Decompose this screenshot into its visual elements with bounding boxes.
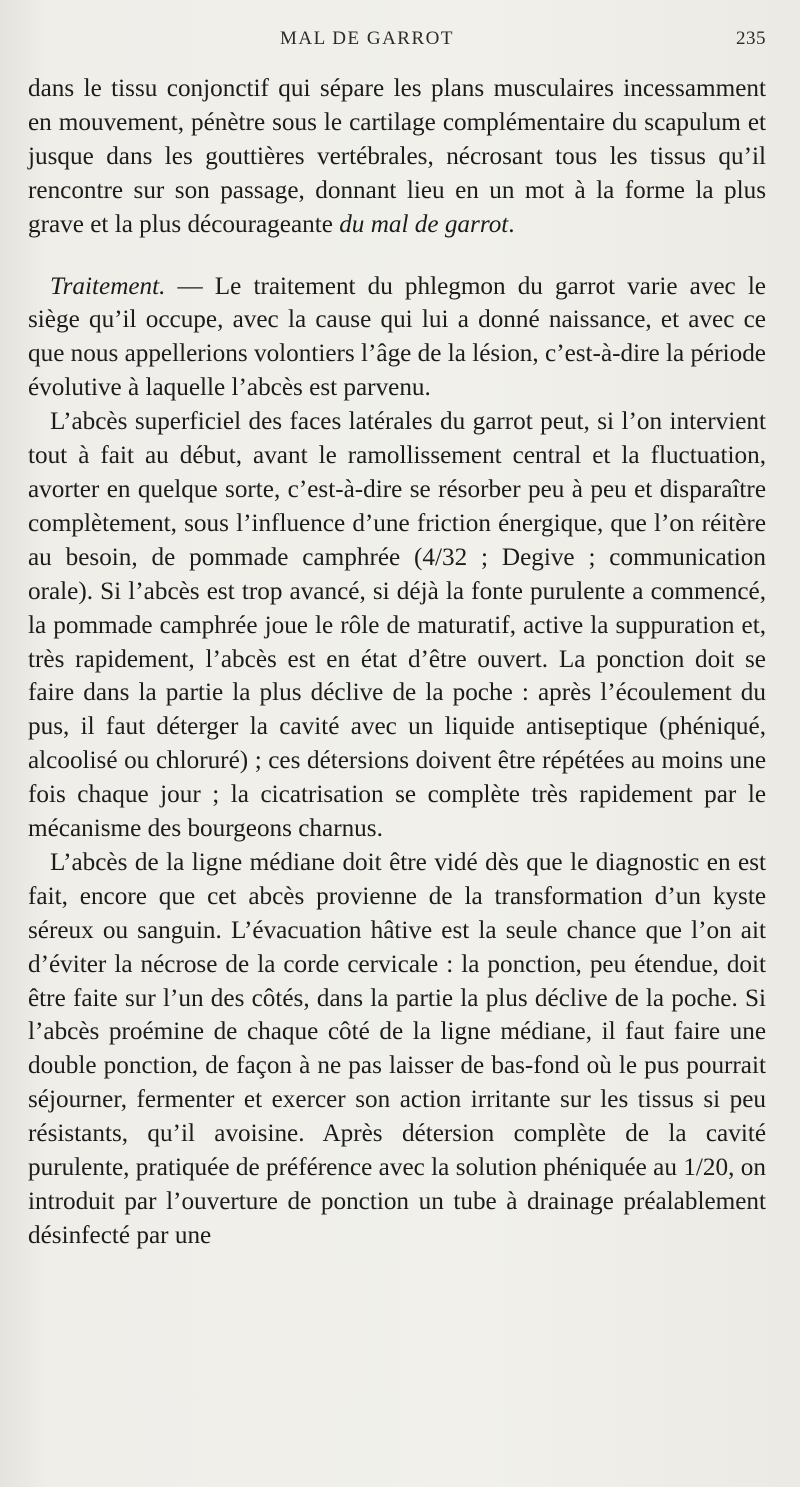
- section-heading-traitement: Traitement.: [50, 272, 166, 300]
- paragraph-2: [28, 270, 766, 406]
- paragraph-4: L’abcès de la ligne médiane doit être vidé dès que le diagnostic en est fait, encore que cet abcès provienne de la transformation d’un kyste séreux ou sanguin. L’évacuation hâtive est la seule chance que l’on ait d’éviter la nécrose de la corde cervicale : la ponction, peu étendue, doit être faite sur l’un des côtés, dans la partie la plus déclive de la poche. Si l’abcès proémine de chaque côté de la ligne médiane, il faut faire une double ponction, de façon à ne pas laisser de bas-fond où le pus pourrait séjourner, fermenter et exercer son action irritante sur les tissus si peu résistants, qu’il avoisine. Après détersion complète de la cavité purulente, pratiquée de préférence avec la solution phéniquée au 1/20, on introduit par l’ouverture de ponction un tube à drainage préalablement désinfecté par une: [28, 848, 766, 1249]
- page-header: [28, 28, 766, 72]
- paragraph-1-text: dans le tissu conjonctif qui sépare les plans musculaires incessamment en mouvement, pénètre sous le cartilage complémentaire du scapulum et jusque dans les gouttières vertébrales, nécrosant tous les tissus qu’il rencontre sur son passage, donnant lieu en un mot à la forme la plus grave et la plus décourageante: [28, 75, 766, 238]
- paragraph-1: [28, 72, 766, 242]
- page-number: 235: [736, 28, 766, 49]
- body-text: [28, 72, 766, 1253]
- paragraph-1-emphasis: du mal de garrot: [339, 210, 509, 238]
- paragraph-1-end: .: [508, 210, 515, 238]
- paragraph-3: L’abcès superficiel des faces latérales du garrot peut, si l’on intervient tout à fait au début, avant le ramollissement central et la fluctuation, avorter en quelque sorte, c’est-à-dire se résorber peu à peu et disparaître complètement, sous l’influence d’une friction énergique, que l’on réitère au besoin, de pommade camphrée (4/32 ; Degive ; communication orale). Si l’abcès est trop avancé, si déjà la fonte purulente a commencé, la pommade camphrée joue le rôle de maturatif, active la suppuration et, très rapidement, l’abcès est en état d’être ouvert. La ponction doit se faire dans la partie la plus déclive de la poche : après l’écoulement du pus, il faut déterger la cavité avec un liquide antiseptique (phéniqué, alcoolisé ou chloruré) ; ces détersions doivent être répétées au moins une fois chaque jour ; la cicatrisation se complète très rapidement par le mécanisme des bourgeons charnus.: [28, 408, 766, 843]
- paragraph-2-text: — Le traitement du phlegmon du garrot varie avec le siège qu’il occupe, avec la cause qui lui a donné naissance, et avec ce que nous appellerions volontiers l’âge de la lésion, c’est-à-dire la période évolutive à laquelle l’abcès est parvenu.: [28, 272, 766, 402]
- running-title: MAL DE GARROT: [280, 28, 454, 49]
